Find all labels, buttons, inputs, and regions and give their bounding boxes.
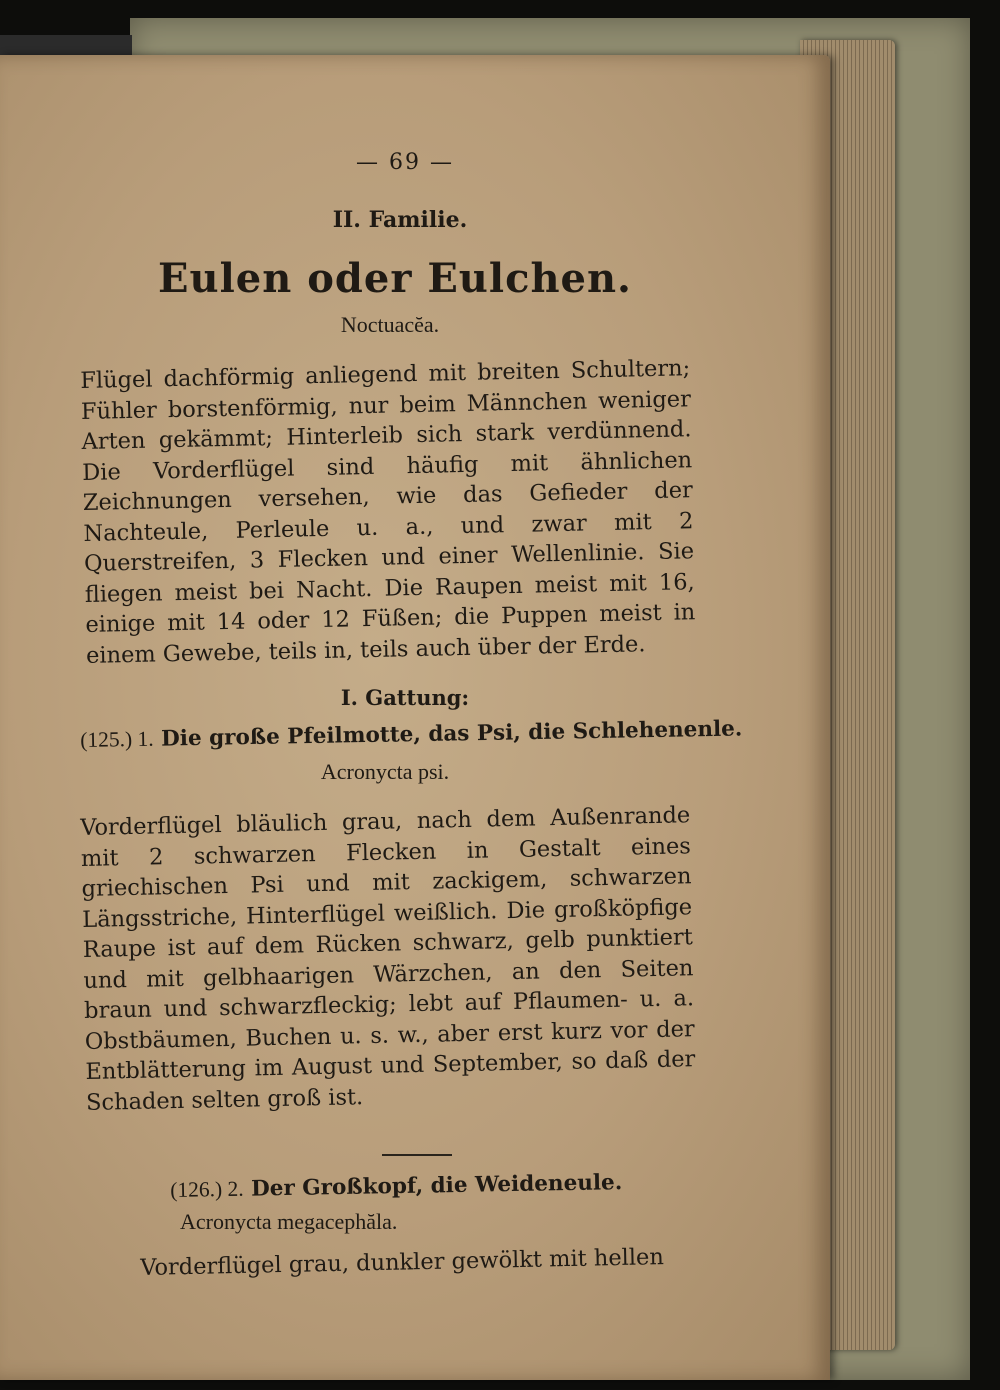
species-number: (126.) 2. <box>170 1176 244 1202</box>
species-heading-125 <box>80 716 743 753</box>
book-page <box>0 55 830 1380</box>
species-description-126: Vorderflügel grau, dunkler gewölkt mit hellen <box>140 1244 665 1281</box>
species-name: Der Großkopf, die Weideneule. <box>250 1170 623 1202</box>
species-latin-125: Acronycta psi. <box>320 759 450 784</box>
family-heading: II. Familie. <box>332 207 468 233</box>
section-divider <box>382 1154 452 1156</box>
species-latin-126: Acronycta megacephăla. <box>180 1209 398 1234</box>
species-name: Die große Pfeilmotte, das Psi, die Schlehenenle. <box>160 716 743 752</box>
species-heading-126 <box>170 1169 690 1203</box>
page-number: — 69 — <box>356 150 454 175</box>
page-title: Eulen oder Eulchen. <box>158 255 632 302</box>
intro-paragraph: Flügel dachförmig anliegend mit breiten Schultern; Fühler borstenförmig, nur beim Männchen weniger Arten gekämmt; Hinterleib sich stark verdünnend. Die Vorderflügel sind häufig mit ähnlichen Zeichnungen versehen, wie das Gefieder der Nachteule, Perleule u. a., und zwar mit 2 Querstreifen, 3 Flecken und einer Wellenlinie. Sie fliegen meist bei Nacht. Die Raupen meist mit 16, einige mit 14 oder 12 Füßen; die Puppen meist in einem Gewebe, teils in, teils auch über der Erde. <box>80 355 696 669</box>
page-text <box>80 150 743 1284</box>
genus-heading: I. Gattung: <box>340 685 470 710</box>
binding-strip <box>0 35 132 57</box>
species-number: (125.) 1. <box>80 726 154 752</box>
species-description-125: Vorderflügel bläulich grau, nach dem Außenrande mit 2 schwarzen Flecken in Gestalt eines griechischen Psi und mit zackigem, schwarzen Längsstriche, Hinterflügel weißlich. Die großköpfige Raupe ist auf dem Rücken schwarz, gelb punktiert und mit gelbhaarigen Wärzchen, an den Seiten braun und schwarzfleckig; lebt auf Pflaumen- u. a. Obstbäumen, Buchen u. s. w., aber erst kurz vor der Entblätterung im August und September, so daß der Schaden selten groß ist. <box>80 802 696 1116</box>
latin-name: Noctuacĕa. <box>340 312 440 337</box>
